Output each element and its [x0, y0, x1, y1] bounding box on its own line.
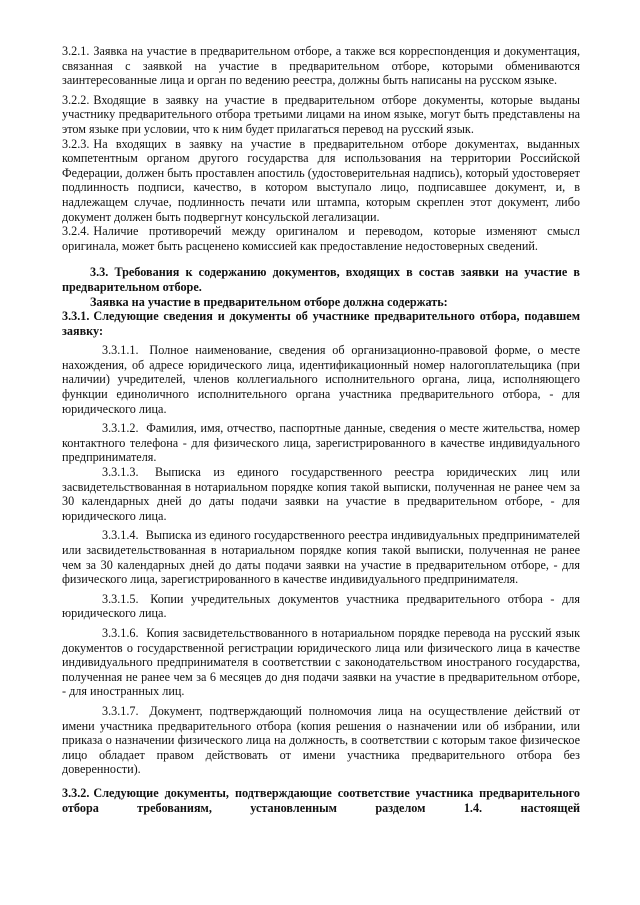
item-number: 3.3.1.2. [102, 421, 139, 436]
paragraph-3-2-4 [62, 224, 580, 253]
item-text: Копии учредительных документов участника предварительного отбора - для юридического лица. [62, 591, 580, 621]
paragraph-text: Следующие сведения и документы об участнике предварительного отбора, подавшем заявку: [62, 309, 580, 338]
list-item-3-3-1-5 [62, 592, 580, 621]
paragraph-number: 3.2.3. [62, 136, 90, 151]
item-number: 3.3.1.6. [102, 625, 139, 640]
list-item-3-3-1-7 [62, 704, 580, 777]
list-item-3-3-1-6 [62, 626, 580, 699]
list-item-3-3-1-3 [62, 465, 580, 523]
paragraph-text: На входящих в заявку на участие в предварительном отборе документах, выданных компетентным органом другого государства для использования на территории Российской Федерации, должен быть проставлен апостиль (удостоверительная надпись), который удостоверяет подлинность подписи, качество, в котором выступало лицо, подписавшее документ, и, в надлежащем случае, подлинность печати или штампа, которым скреплен этот документ, либо документ должен быть подвергнут консульской легализации. [62, 136, 580, 224]
paragraph-3-3-2 [62, 786, 580, 815]
paragraph-text: Следующие документы, подтверждающие соответствие участника предварительного отбора требованиям, установленным разделом 1.4. настоящей [62, 785, 580, 815]
list-item-3-3-1-1 [62, 343, 580, 416]
list-item-3-3-1-2 [62, 421, 580, 465]
item-number: 3.3.1.7. [102, 703, 139, 718]
section-heading-3-3: 3.3. Требования к содержанию документов, входящих в состав заявки на участие в предварительном отборе. [62, 265, 580, 294]
item-text: Копия засвидетельствованного в нотариальном порядке перевода на русский язык документов о государственной регистрации юридического лица или физического лица в качестве индивидуального предпринимателя в соответствии с законодательством иностраного государства, полученная не ранее чем за 6 месяцев до дня подачи заявки на участие в предварительном отборе, - для иностранных лиц. [62, 625, 581, 699]
paragraph-number: 3.2.2. [62, 92, 90, 107]
item-number: 3.3.1.1. [102, 343, 139, 358]
paragraph-text: Входящие в заявку на участие в предварительном отборе документы, которые выданы участнику предварительного отбора третьими лицами на ином языке, могут быть представлены на этом языке при условии, что к ним будет прилагаться перевод на русский язык. [62, 92, 580, 136]
paragraph-number: 3.3.1. [62, 309, 90, 324]
item-text: Выписка из единого государственного реестра юридических лиц или засвидетельствованная в нотариальном порядке копия такой выписки, полученная не ранее чем за 30 календарных дней до даты подачи заявки на участие в предварительном отборе, - для юридического лица. [62, 465, 580, 523]
item-number: 3.3.1.4. [102, 528, 139, 543]
paragraph-number: 3.2.4. [62, 224, 90, 239]
item-text: Фамилия, имя, отчество, паспортные данные, сведения о месте жительства, номер контактного телефона - для физического лица, зарегистрированного в качестве индивидуального предпринимателя. [62, 421, 581, 465]
item-number: 3.3.1.3. [102, 465, 139, 480]
paragraph-3-2-3 [62, 137, 580, 225]
section-subheading: Заявка на участие в предварительном отборе должна содержать: [90, 294, 448, 309]
paragraph-3-2-1 [62, 44, 580, 88]
item-number: 3.3.1.5. [102, 591, 139, 606]
paragraph-text: Наличие противоречий между оригиналом и переводом, которые изменяют смысл оригинала, может быть расценено комиссией как предоставление недостоверных сведений. [62, 224, 580, 253]
paragraph-number: 3.2.1. [62, 44, 90, 58]
item-text: Документ, подтверждающий полномочия лица на осуществление действий от имени участника предварительного отбора (копия решения о назначении или об избрании, или приказа о назначении физического лица на должность, в соответствии с которым такое физическое лицо обладает правом действовать от имени участника предварительного отбора без доверенности). [62, 703, 581, 777]
document-body [62, 44, 580, 815]
paragraph-number: 3.3.2. [62, 785, 90, 800]
paragraph-3-2-2 [62, 93, 580, 137]
paragraph-3-3-1 [62, 309, 580, 338]
list-item-3-3-1-4 [62, 528, 580, 586]
item-text: Полное наименование, сведения об организационно-правовой форме, о месте нахождения, об адресе юридического лица, идентификационный номер налогоплательщика (при наличии) учредителей, членов коллегиального исполнительного органа, лица, исполняющего функции единоличного исполнительного органа участника предварительного отбора, - для юридического лица. [62, 343, 581, 416]
item-text: Выписка из единого государственного реестра индивидуальных предпринимателей или засвидетельствованная в нотариальном порядке копия такой выписки, полученная не ранее чем за 30 календарных дней до даты подачи заявки на участие в предварительном отборе, - для физического лица, зарегистрированного в качестве индивидуального предпринимателя. [62, 528, 581, 587]
paragraph-text: Заявка на участие в предварительном отборе, а также вся корреспонденция и документация, связанная с заявкой на участие в предварительном отборе, которыми обмениваются заинтересованные лица и орган по ведению реестра, должны быть написаны на русском языке. [62, 44, 580, 88]
